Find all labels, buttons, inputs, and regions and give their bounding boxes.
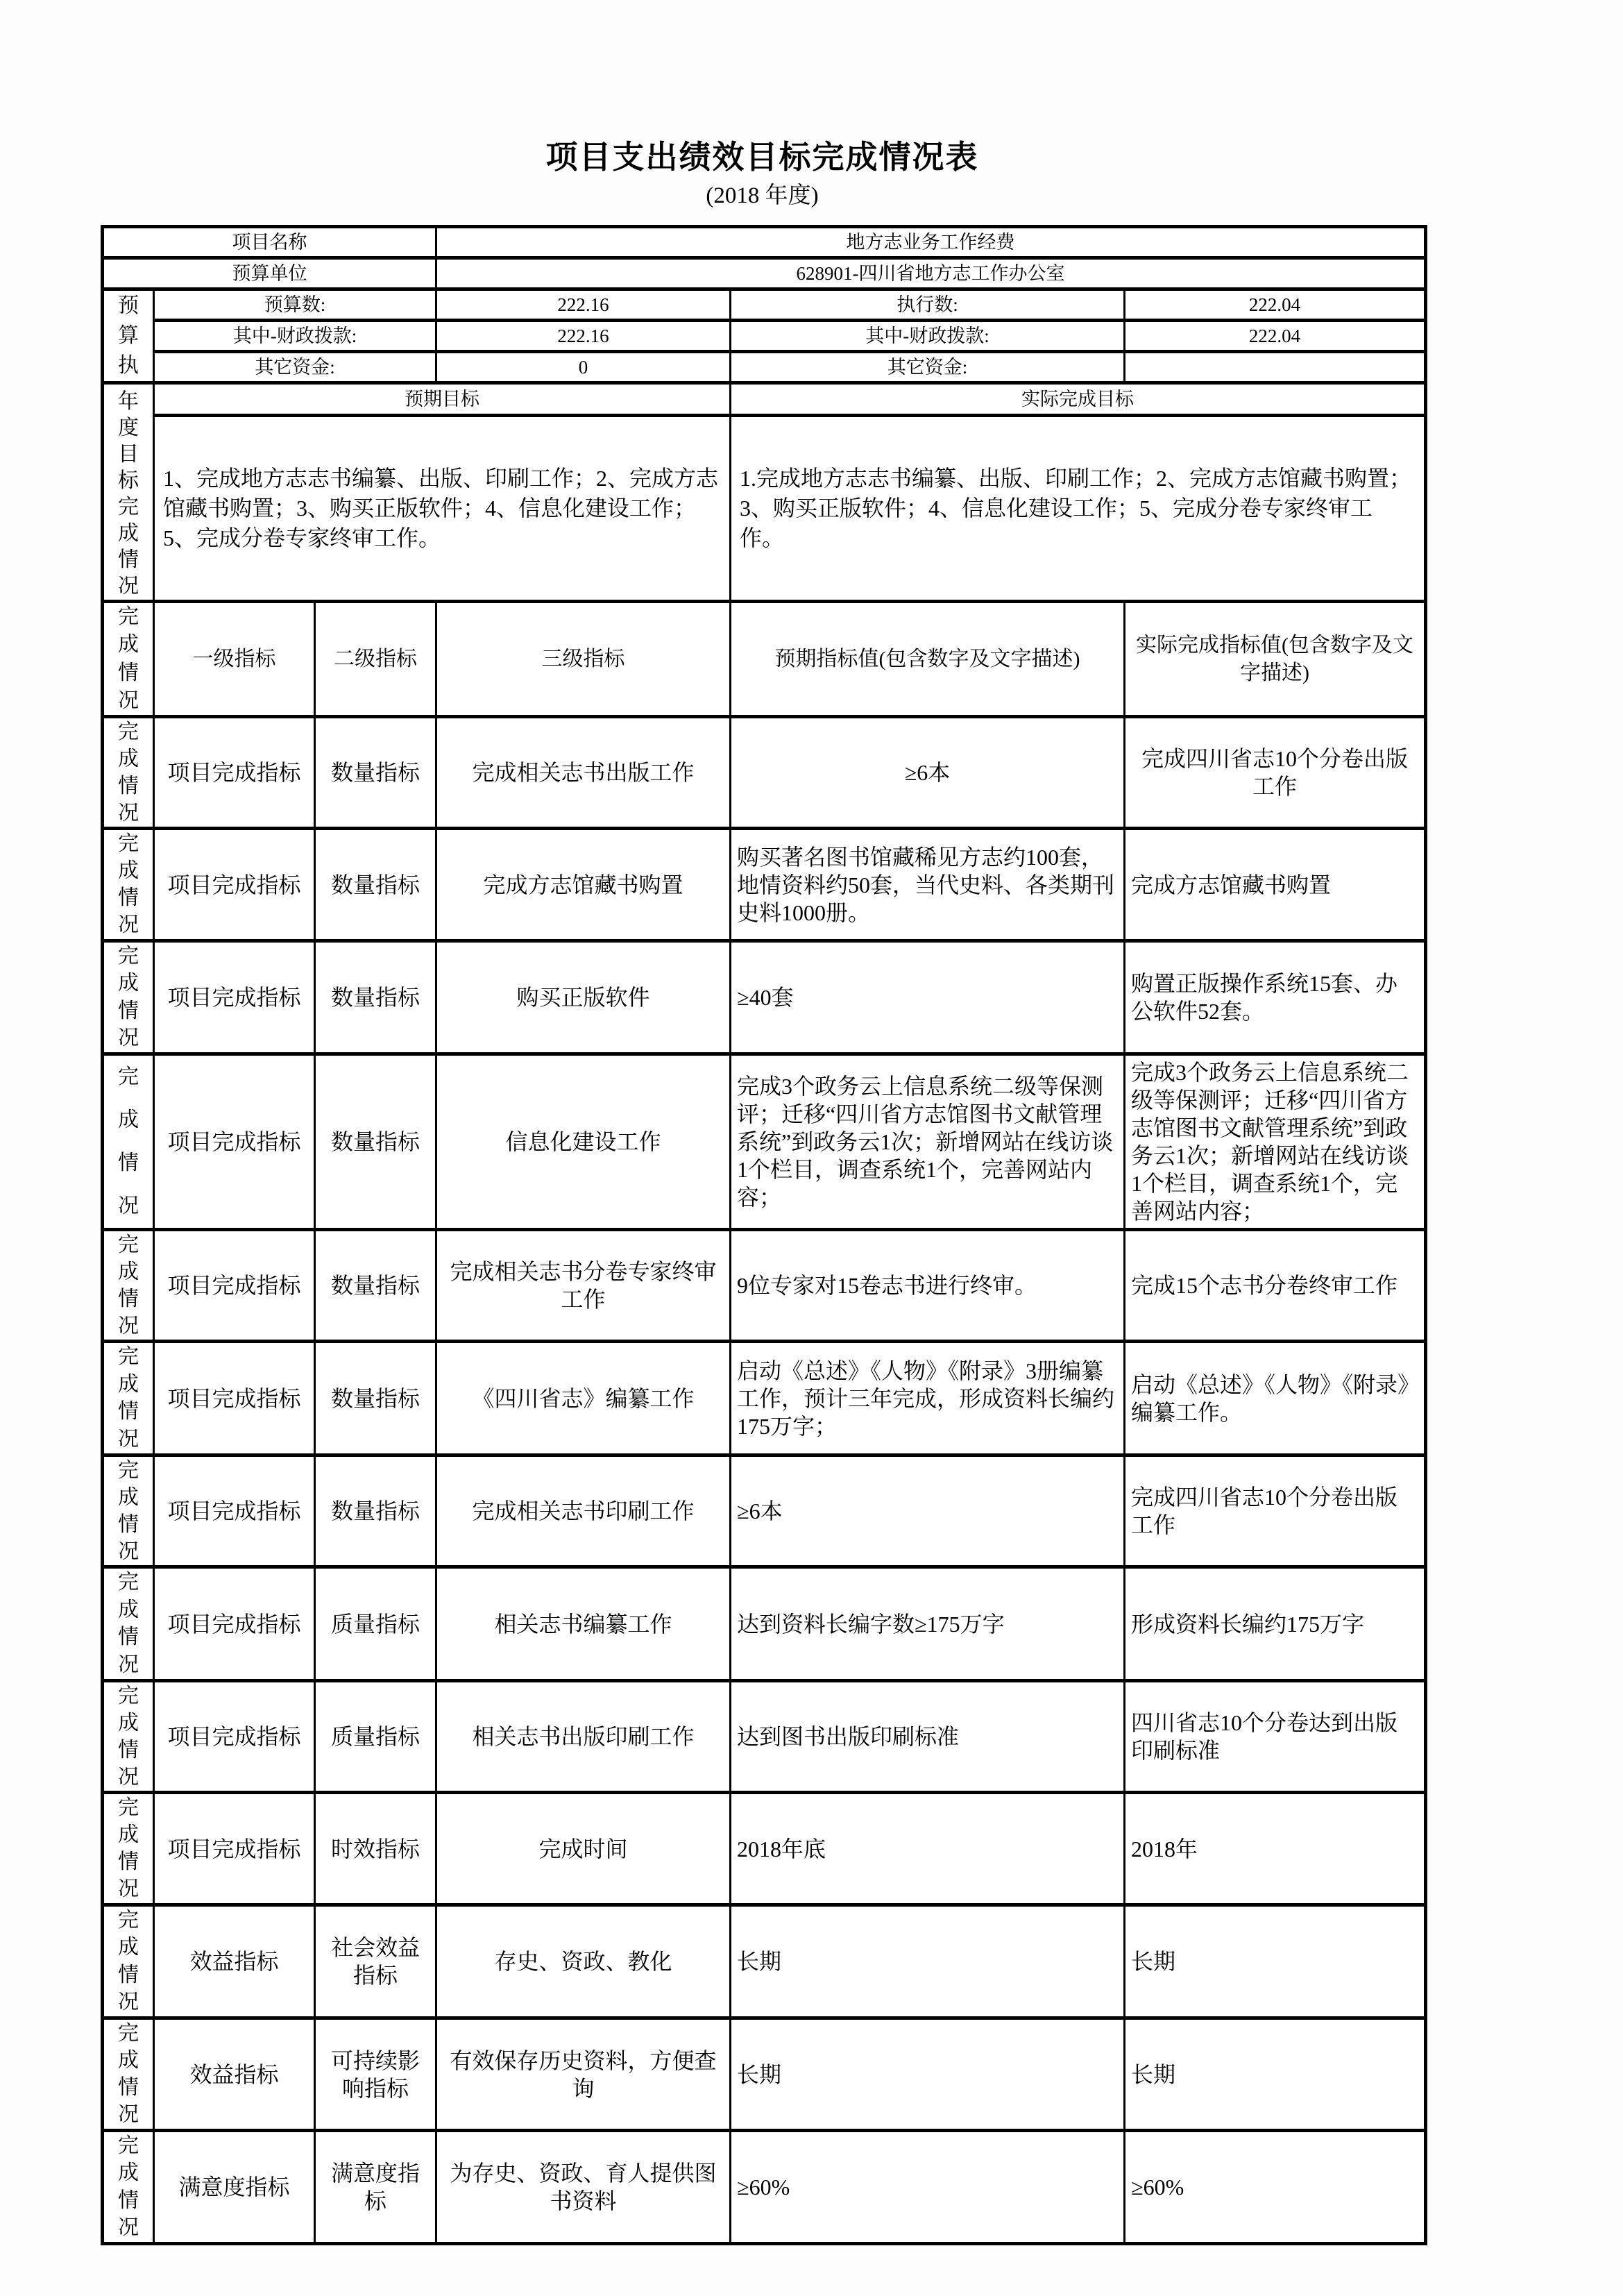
budget-row (103, 289, 1426, 321)
budget-right-value (1125, 352, 1426, 383)
level3-cell: 完成相关志书分卷专家终审工作 (436, 1230, 731, 1342)
budget-right-label: 其中-财政拨款: (731, 321, 1125, 352)
indicator-row (103, 1054, 1426, 1230)
level2-cell: 可持续影响指标 (315, 2018, 436, 2131)
level2-cell: 时效指标 (315, 1793, 436, 1905)
expected-cell: ≥6本 (731, 717, 1125, 829)
project-name-row (103, 227, 1426, 258)
level3-cell: 相关志书编纂工作 (436, 1567, 731, 1681)
level3-cell: 相关志书出版印刷工作 (436, 1681, 731, 1793)
level1-cell: 项目完成指标 (154, 1681, 315, 1793)
level1-cell: 项目完成指标 (154, 717, 315, 829)
indicator-row (103, 1342, 1426, 1455)
expected-cell: 长期 (731, 2018, 1125, 2131)
expected-cell: 长期 (731, 1905, 1125, 2018)
budget-right-label: 执行数: (731, 289, 1125, 321)
actual-cell: 四川省志10个分卷达到出版印刷标准 (1125, 1681, 1426, 1793)
actual-cell: 完成3个政务云上信息系统二级等保测评；迁移“四川省方志馆图书文献管理系统”到政务云1次；新增网站在线访谈1个栏目，调查系统1个，完善网站内容； (1125, 1054, 1426, 1230)
expected-cell: 达到图书出版印刷标准 (731, 1681, 1125, 1793)
level1-cell: 项目完成指标 (154, 1455, 315, 1567)
budget-exec-section-label: 预 算 执 (103, 289, 154, 383)
level2-cell: 质量指标 (315, 1567, 436, 1681)
actual-cell: 完成四川省志10个分卷出版工作 (1125, 717, 1426, 829)
header-level1: 一级指标 (154, 602, 315, 717)
page-title: 项目支出绩效目标完成情况表 (545, 140, 979, 175)
expected-goal-header: 预期目标 (154, 383, 731, 416)
indicator-row (103, 1567, 1426, 1681)
level3-cell: 完成方志馆藏书购置 (436, 829, 731, 941)
actual-cell: 完成15个志书分卷终审工作 (1125, 1230, 1426, 1342)
indicator-row (103, 2131, 1426, 2244)
indicator-header-section-label: 完 成 情 况 (103, 602, 154, 717)
level3-cell: 为存史、资政、育人提供图书资料 (436, 2131, 731, 2244)
level1-cell: 项目完成指标 (154, 1342, 315, 1455)
level2-cell: 满意度指标 (315, 2131, 436, 2244)
level3-cell: 完成相关志书印刷工作 (436, 1455, 731, 1567)
actual-cell: 完成方志馆藏书购置 (1125, 829, 1426, 941)
budget-left-label: 其它资金: (154, 352, 436, 383)
budget-right-label: 其它资金: (731, 352, 1125, 383)
level3-cell: 《四川省志》编纂工作 (436, 1342, 731, 1455)
row-section-label: 完 成 情 况 (103, 1230, 154, 1342)
annual-goal-text-row (103, 416, 1426, 602)
indicator-header-row (103, 602, 1426, 717)
level1-cell: 效益指标 (154, 2018, 315, 2131)
actual-cell: 购置正版操作系统15套、办公软件52套。 (1125, 941, 1426, 1054)
annual-goal-header-row (103, 383, 1426, 416)
level3-cell: 存史、资政、教化 (436, 1905, 731, 2018)
row-section-label: 完 成 情 况 (103, 2018, 154, 2131)
expected-cell: 启动《总述》《人物》《附录》3册编纂工作，预计三年完成，形成资料长编约175万字； (731, 1342, 1125, 1455)
level1-cell: 项目完成指标 (154, 1230, 315, 1342)
level3-cell: 购买正版软件 (436, 941, 731, 1054)
actual-cell: 长期 (1125, 2018, 1426, 2131)
indicator-row (103, 1681, 1426, 1793)
level1-cell: 项目完成指标 (154, 941, 315, 1054)
level3-cell: 完成相关志书出版工作 (436, 717, 731, 829)
row-section-label: 完 成 情 况 (103, 829, 154, 941)
expected-cell: 9位专家对15卷志书进行终审。 (731, 1230, 1125, 1342)
budget-left-label: 其中-财政拨款: (154, 321, 436, 352)
indicator-row (103, 1455, 1426, 1567)
budget-left-value: 222.16 (436, 321, 731, 352)
level2-cell: 数量指标 (315, 1455, 436, 1567)
row-section-label: 完 成 情 况 (103, 1681, 154, 1793)
actual-cell: 启动《总述》《人物》《附录》编纂工作。 (1125, 1342, 1426, 1455)
expected-cell: ≥6本 (731, 1455, 1125, 1567)
level1-cell: 项目完成指标 (154, 1054, 315, 1230)
row-section-label: 完 成 情 况 (103, 1905, 154, 2018)
budget-unit-label: 预算单位 (103, 258, 436, 289)
actual-cell: 完成四川省志10个分卷出版工作 (1125, 1455, 1426, 1567)
level1-cell: 效益指标 (154, 1905, 315, 2018)
header-expected: 预期指标值(包含数字及文字描述) (731, 602, 1125, 717)
performance-table (101, 225, 1427, 2245)
actual-cell: ≥60% (1125, 2131, 1426, 2244)
report-sheet (101, 0, 1424, 2245)
indicator-row (103, 1230, 1426, 1342)
row-section-label: 完 成 情 况 (103, 1342, 154, 1455)
expected-cell: 完成3个政务云上信息系统二级等保测评；迁移“四川省方志馆图书文献管理系统”到政务云1次；新增网站在线访谈1个栏目，调查系统1个，完善网站内容； (731, 1054, 1125, 1230)
level2-cell: 社会效益指标 (315, 1905, 436, 2018)
indicator-rows-body (103, 717, 1426, 2244)
expected-cell: 达到资料长编字数≥175万字 (731, 1567, 1125, 1681)
row-section-label: 完 成 情 况 (103, 717, 154, 829)
budget-unit-row (103, 258, 1426, 289)
expected-goal-text: 1、完成地方志志书编纂、出版、印刷工作；2、完成方志馆藏书购置；3、购买正版软件；4、信息化建设工作；5、完成分卷专家终审工作。 (154, 416, 731, 602)
row-section-label: 完 成 情 况 (103, 1567, 154, 1681)
expected-cell: 购买著名图书馆藏稀见方志约100套，地情资料约50套，当代史料、各类期刊史料1000册。 (731, 829, 1125, 941)
indicator-row (103, 1793, 1426, 1905)
budget-right-value: 222.04 (1125, 289, 1426, 321)
budget-unit-value: 628901-四川省地方志工作办公室 (436, 258, 1426, 289)
level1-cell: 项目完成指标 (154, 1793, 315, 1905)
indicator-row (103, 2018, 1426, 2131)
actual-goal-text: 1.完成地方志志书编纂、出版、印刷工作；2、完成方志馆藏书购置；3、购买正版软件；4、信息化建设工作；5、完成分卷专家终审工作。 (731, 416, 1426, 602)
level1-cell: 满意度指标 (154, 2131, 315, 2244)
expected-cell: ≥60% (731, 2131, 1125, 2244)
expected-cell: ≥40套 (731, 941, 1125, 1054)
indicator-row (103, 829, 1426, 941)
level2-cell: 质量指标 (315, 1681, 436, 1793)
budget-right-value: 222.04 (1125, 321, 1426, 352)
level2-cell: 数量指标 (315, 1230, 436, 1342)
annual-goal-section-label: 年 度 目 标 完 成 情 况 (103, 383, 154, 602)
level2-cell: 数量指标 (315, 1342, 436, 1455)
level2-cell: 数量指标 (315, 1054, 436, 1230)
actual-cell: 形成资料长编约175万字 (1125, 1567, 1426, 1681)
level1-cell: 项目完成指标 (154, 829, 315, 941)
actual-cell: 2018年 (1125, 1793, 1426, 1905)
budget-row (103, 321, 1426, 352)
level1-cell: 项目完成指标 (154, 1567, 315, 1681)
row-section-label: 完 成 情 况 (103, 941, 154, 1054)
indicator-row (103, 1905, 1426, 2018)
level3-cell: 完成时间 (436, 1793, 731, 1905)
actual-cell: 长期 (1125, 1905, 1426, 2018)
budget-left-value: 222.16 (436, 289, 731, 321)
budget-row (103, 352, 1426, 383)
level2-cell: 数量指标 (315, 941, 436, 1054)
row-section-label: 完 成 情 况 (103, 2131, 154, 2244)
row-section-label: 完 成 情 况 (103, 1054, 154, 1230)
page-subtitle: (2018 年度) (706, 183, 819, 208)
budget-left-value: 0 (436, 352, 731, 383)
project-name-value: 地方志业务工作经费 (436, 227, 1426, 258)
level2-cell: 数量指标 (315, 829, 436, 941)
row-section-label: 完 成 情 况 (103, 1455, 154, 1567)
header-level2: 二级指标 (315, 602, 436, 717)
actual-goal-header: 实际完成目标 (731, 383, 1426, 416)
level3-cell: 信息化建设工作 (436, 1054, 731, 1230)
level3-cell: 有效保存历史资料，方便查询 (436, 2018, 731, 2131)
header-actual: 实际完成指标值(包含数字及文字描述) (1125, 602, 1426, 717)
project-name-label: 项目名称 (103, 227, 436, 258)
indicator-row (103, 717, 1426, 829)
expected-cell: 2018年底 (731, 1793, 1125, 1905)
level2-cell: 数量指标 (315, 717, 436, 829)
budget-left-label: 预算数: (154, 289, 436, 321)
indicator-row (103, 941, 1426, 1054)
row-section-label: 完 成 情 况 (103, 1793, 154, 1905)
header-level3: 三级指标 (436, 602, 731, 717)
